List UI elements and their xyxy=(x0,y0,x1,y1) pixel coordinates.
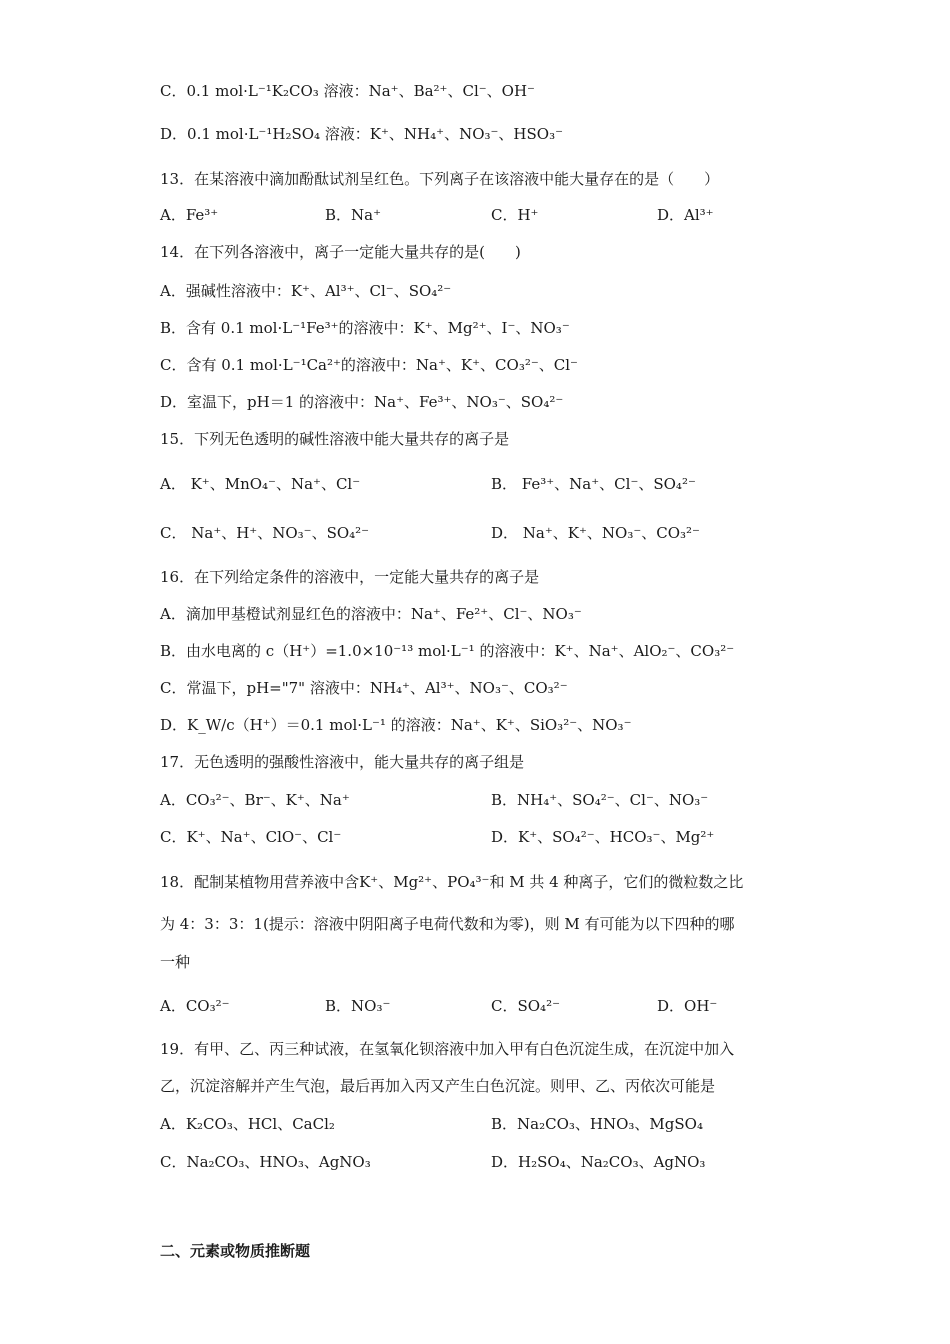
q18-option-b: B．NO₃⁻ xyxy=(325,997,391,1015)
q18-option-d: D．OH⁻ xyxy=(657,997,718,1015)
q16-option-d: D．K_W/c（H⁺）＝0.1 mol·L⁻¹ 的溶液：Na⁺、K⁺、SiO₃²⁻、NO₃⁻ xyxy=(160,716,632,734)
q12-option-d: D．0.1 mol·L⁻¹H₂SO₄ 溶液：K⁺、NH₄⁺、NO₃⁻、HSO₃⁻ xyxy=(160,125,564,143)
q15-option-c: C． Na⁺、H⁺、NO₃⁻、SO₄²⁻ xyxy=(160,524,370,542)
q13-option-a: A．Fe³⁺ xyxy=(160,206,219,224)
q18-stem-line3: 一种 xyxy=(160,953,191,971)
q13-options xyxy=(160,205,860,225)
q19-option-c: C．Na₂CO₃、HNO₃、AgNO₃ xyxy=(160,1153,371,1171)
q14-option-c: C．含有 0.1 mol·L⁻¹Ca²⁺的溶液中：Na⁺、K⁺、CO₃²⁻、Cl⁻ xyxy=(160,356,578,374)
q18-option-c: C．SO₄²⁻ xyxy=(491,997,560,1015)
q18-options xyxy=(160,996,860,1016)
q17-option-d: D．K⁺、SO₄²⁻、HCO₃⁻、Mg²⁺ xyxy=(491,828,715,846)
q15-option-b: B． Fe³⁺、Na⁺、Cl⁻、SO₄²⁻ xyxy=(491,475,696,493)
q15-option-a: A． K⁺、MnO₄⁻、Na⁺、Cl⁻ xyxy=(160,475,361,493)
q17-options-row1 xyxy=(160,790,860,810)
q19-stem-line2: 乙，沉淀溶解并产生气泡，最后再加入丙又产生白色沉淀。则甲、乙、丙依次可能是 xyxy=(160,1077,716,1095)
q18-stem-line2: 为 4：3：3：1(提示：溶液中阴阳离子电荷代数和为零)，则 M 有可能为以下四种的哪 xyxy=(160,915,735,933)
q16-option-a: A．滴加甲基橙试剂显红色的溶液中：Na⁺、Fe²⁺、Cl⁻、NO₃⁻ xyxy=(160,605,582,623)
q13-option-c: C．H⁺ xyxy=(491,206,539,224)
q14-stem: 14．在下列各溶液中，离子一定能大量共存的是( ) xyxy=(160,243,521,261)
q15-options-row2 xyxy=(160,523,860,543)
q17-stem: 17．无色透明的强酸性溶液中，能大量共存的离子组是 xyxy=(160,753,525,771)
q17-options-row2 xyxy=(160,827,860,847)
q13-option-b: B．Na⁺ xyxy=(325,206,382,224)
q17-option-b: B．NH₄⁺、SO₄²⁻、Cl⁻、NO₃⁻ xyxy=(491,791,709,809)
q14-option-a: A．强碱性溶液中：K⁺、Al³⁺、Cl⁻、SO₄²⁻ xyxy=(160,282,452,300)
q12-option-c: C．0.1 mol·L⁻¹K₂CO₃ 溶液：Na⁺、Ba²⁺、Cl⁻、OH⁻ xyxy=(160,82,535,100)
q19-options-row1 xyxy=(160,1114,860,1134)
q16-stem: 16．在下列给定条件的溶液中，一定能大量共存的离子是 xyxy=(160,568,540,586)
q13-stem: 13．在某溶液中滴加酚酞试剂呈红色。下列离子在该溶液中能大量存在的是（ ） xyxy=(160,170,720,188)
q16-option-b: B．由水电离的 c（H⁺）=1.0×10⁻¹³ mol·L⁻¹ 的溶液中：K⁺、Na⁺、AlO₂⁻、CO₃²⁻ xyxy=(160,642,735,660)
section-heading: 二、元素或物质推断题 xyxy=(160,1242,311,1260)
q19-options-row2 xyxy=(160,1152,860,1172)
q19-stem-line1: 19．有甲、乙、丙三种试液，在氢氧化钡溶液中加入甲有白色沉淀生成，在沉淀中加入 xyxy=(160,1040,735,1058)
q16-option-c: C．常温下，pH="7" 溶液中：NH₄⁺、Al³⁺、NO₃⁻、CO₃²⁻ xyxy=(160,679,568,697)
q18-option-a: A．CO₃²⁻ xyxy=(160,997,230,1015)
q17-option-a: A．CO₃²⁻、Br⁻、K⁺、Na⁺ xyxy=(160,791,350,809)
q15-option-d: D． Na⁺、K⁺、NO₃⁻、CO₃²⁻ xyxy=(491,524,700,542)
q18-stem-line1: 18．配制某植物用营养液中含K⁺、Mg²⁺、PO₄³⁻和 M 共 4 种离子，它们的微粒数之比 xyxy=(160,873,744,891)
q15-options-row1 xyxy=(160,474,860,494)
q15-stem: 15．下列无色透明的碱性溶液中能大量共存的离子是 xyxy=(160,430,510,448)
q14-option-d: D．室温下，pH＝1 的溶液中：Na⁺、Fe³⁺、NO₃⁻、SO₄²⁻ xyxy=(160,393,564,411)
q19-option-a: A．K₂CO₃、HCl、CaCl₂ xyxy=(160,1115,335,1133)
q13-option-d: D．Al³⁺ xyxy=(657,206,714,224)
q19-option-d: D．H₂SO₄、Na₂CO₃、AgNO₃ xyxy=(491,1153,706,1171)
q17-option-c: C．K⁺、Na⁺、ClO⁻、Cl⁻ xyxy=(160,828,342,846)
q19-option-b: B．Na₂CO₃、HNO₃、MgSO₄ xyxy=(491,1115,703,1133)
q14-option-b: B．含有 0.1 mol·L⁻¹Fe³⁺的溶液中：K⁺、Mg²⁺、I⁻、NO₃⁻ xyxy=(160,319,570,337)
